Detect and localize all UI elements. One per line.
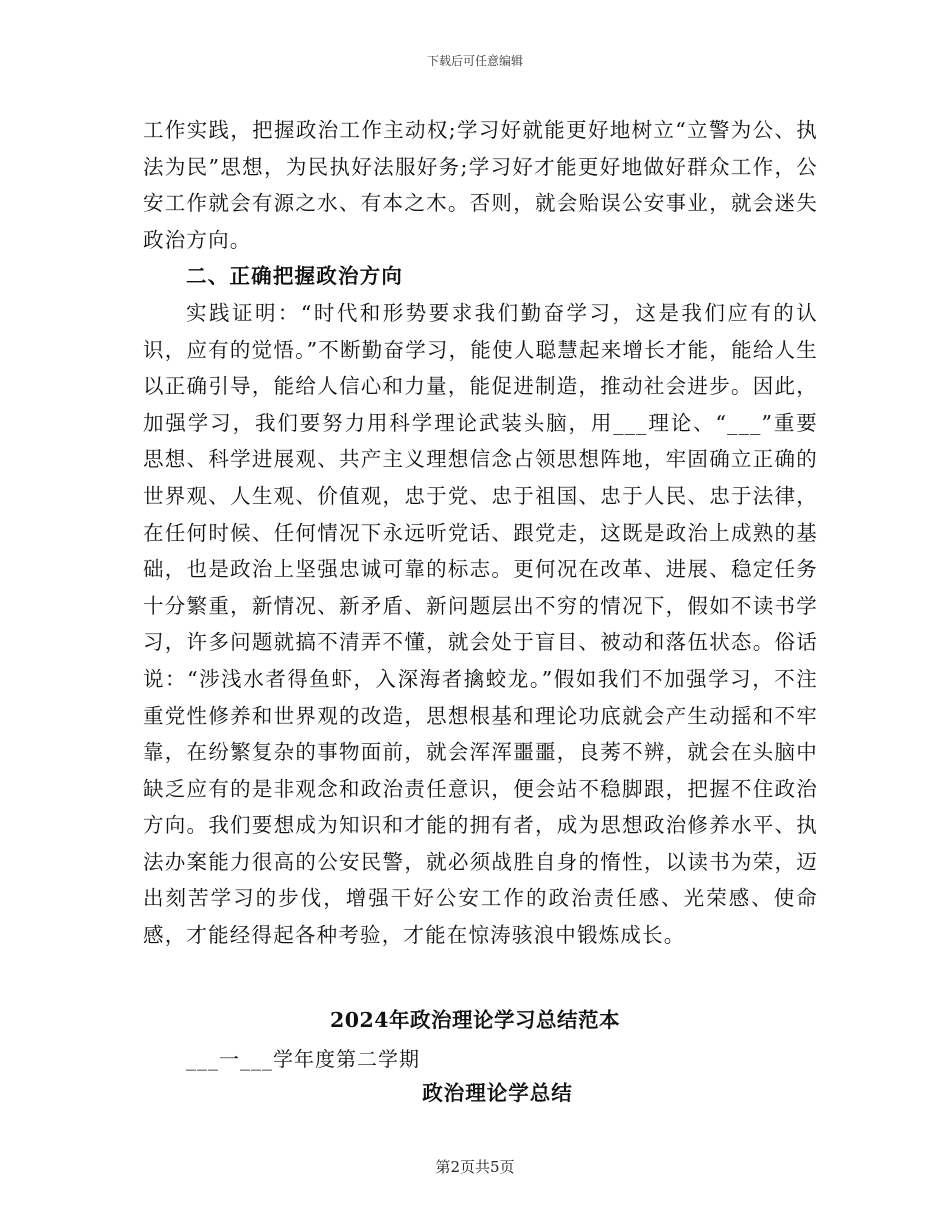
page-number: 第2页共5页	[435, 1158, 515, 1176]
section-heading: 二、正确把握政治方向	[186, 264, 404, 289]
document-title: 2024年政治理论学习总结范本	[329, 1008, 621, 1032]
semester-line: ___一___学年度第二学期	[186, 1047, 420, 1071]
page-header-note: 下载后可任意编辑	[426, 54, 523, 68]
document-body	[143, 112, 818, 954]
paragraph-main: 实践证明：“时代和形势要求我们勤奋学习，这是我们应有的认识，应有的觉悟。”不断勤奋学习，能使人聪慧起来增长才能，能给人生以正确引导，能给人信心和力量，能促进制造，推动社会进步。因此，加强学习，我们要努力用科学理论武装头脑，用___理论、“___”重要思想、科学进展观、共产主义理想信念占领思想阵地，牢固确立正确的世界观、人生观、价值观，忠于党、忠于祖国、忠于人民、忠于法律，在任何时候、任何情况下永远听党话、跟党走，这既是政治上成熟的基础，也是政治上坚强忠诚可靠的标志。更何况在改革、进展、稳定任务十分繁重，新情况、新矛盾、新问题层出不穷的情况下，假如不读书学习，许多问题就搞不清弄不懂，就会处于盲目、被动和落伍状态。俗话说：“涉浅水者得鱼虾，入深海者擒蛟龙。”假如我们不加强学习，不注重党性修养和世界观的改造，思想根基和理论功底就会产生动摇和不牢靠，在纷繁复杂的事物面前，就会浑浑噩噩，良莠不辨，就会在头脑中缺乏应有的是非观念和政治责任意识，便会站不稳脚跟，把握不住政治方向。我们要想成为知识和才能的拥有者，成为思想政治修养水平、执法办案能力很高的公安民警，就必须战胜自身的惰性，以读书为荣，迈出刻苦学习的步伐，增强干好公安工作的政治责任感、光荣感、使命感，才能经得起各种考验，才能在惊涛骇浪中锻炼成长。	[143, 300, 818, 948]
document-subtitle: 政治理论学总结	[422, 1081, 573, 1105]
paragraph-continued: 工作实践，把握政治工作主动权;学习好就能更好地树立“立警为公、执法为民”思想，为民执好法服好务;学习好才能更好地做好群众工作，公安工作就会有源之水、有本之木。否则，就会贻误公安事业，就会迷失政治方向。	[143, 118, 818, 252]
